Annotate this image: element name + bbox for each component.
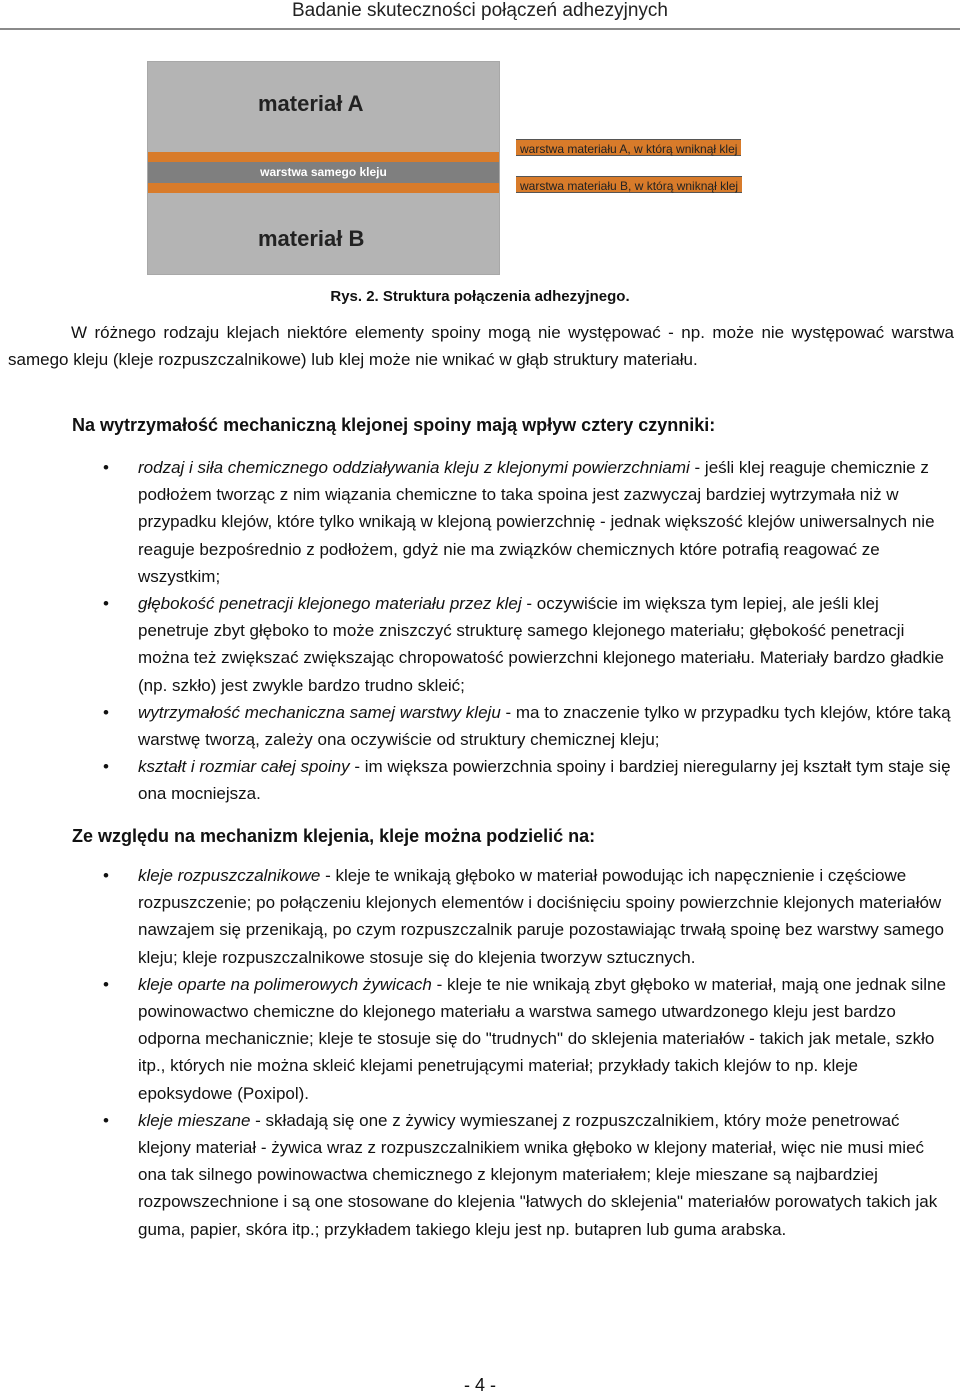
item-term: kleje rozpuszczalnikowe xyxy=(138,866,321,885)
item-text: - ma to znaczenie tylko w przypadku tych klejów, które taką warstwę tworzą, zależy ona oczywiście od struktury chemicznej kleju; xyxy=(138,702,951,750)
item-term: kształt i rozmiar całej spoiny xyxy=(138,757,350,777)
item-text: - jeśli klej reaguje chemicznie z podłożem tworząc z nim wiązania chemiczne to taka spoina jest zazwyczaj bardziej wytrzymała niż w przypadku klejów, które tylko wnikają w klejoną powierzchnię - jednak większość klejów uniwersalnych nie reaguje bezpośrednio z podłożem, gdyż nie ma związków chemicznych które potrafią reagować ze wszystkim; xyxy=(138,458,935,586)
item-text: - kleje te wnikają głęboko w materiał powodując ich napęcznienie i częściowe rozpuszczenie; po połączeniu klejonych elementów i dociśnięciu spoiny powierzchnie klejonych materiałów nawzajem się przenikają, po czym rozpuszczalnik paruje pozostawiając trwałą spoinę bez warstwy samego kleju; kleje rozpuszczalnikowe stosuje się do klejenia tworzyw sztucznych. xyxy=(138,866,944,967)
list-item xyxy=(0,454,960,590)
item-text: - oczywiście im większa tym lepiej, ale jeśli klej penetruje zbyt głęboko to może zniszczyć strukturę samego klejonego materiału; głębokość penetracji można też zwiększać zwiększając chropowatość powierzchni klejonego materiału. Materiały bardzo gładkie (np. szkło) jest zwykle bardzo trudno skleić; xyxy=(138,594,944,695)
list-item xyxy=(0,590,960,699)
figure-label-material-a: materiał A xyxy=(258,91,364,116)
adhesive-structure-figure xyxy=(147,61,500,275)
penetration-layer-a xyxy=(148,152,499,162)
bullet-icon: • xyxy=(103,458,109,477)
glue-layer-label: warstwa samego kleju xyxy=(260,165,387,179)
running-header: Badanie skuteczności połączeń adhezyjnych xyxy=(291,0,668,21)
figure-label-material-b: materiał B xyxy=(258,226,365,251)
page-number: - 4 - xyxy=(463,1375,496,1395)
item-term: wytrzymałość mechaniczna samej warstwy kleju xyxy=(138,702,501,722)
bullet-icon: • xyxy=(103,1110,109,1130)
list-item xyxy=(0,753,960,807)
item-term: głębokość penetracji klejonego materiału przez klej xyxy=(138,594,522,614)
header-rule xyxy=(0,28,960,30)
section1-heading: Na wytrzymałość mechaniczną klejonej spoiny mają wpływ cztery czynniki: xyxy=(72,415,716,435)
item-text: - składają się one z żywicy wymieszanej z rozpuszczalnikiem, który może penetrować klejony materiał - żywica wraz z rozpuszczalnikiem wnika głęboko w klejony materiał, więc nie musi mieć ona tak silnego powinowactwa chemicznego z klejonym materiałem; kleje mieszane są najbardziej rozpowszechnione i są one stosowane do klejenia "łatwych do sklejenia" materiałów porowatych takich jak guma, papier, skóra itp.; przykładem takiego kleju jest np. butapren lub guma arabska. xyxy=(138,1110,938,1239)
bullet-icon: • xyxy=(103,974,109,994)
figure-caption: Rys. 2. Struktura połączenia adhezyjnego. xyxy=(330,288,630,305)
adhesive-types-list xyxy=(0,862,960,1243)
list-item xyxy=(0,862,960,971)
bullet-icon: • xyxy=(103,594,109,614)
legend-layer-a xyxy=(516,139,741,156)
penetration-layer-b xyxy=(148,183,499,193)
list-item xyxy=(0,1107,960,1243)
item-term: kleje mieszane xyxy=(138,1110,251,1130)
item-text: - im większa powierzchnia spoiny i bardziej nieregularny jej kształt tym staje się ona mocniejsza. xyxy=(138,757,951,804)
list-item xyxy=(0,699,960,753)
section2-heading: Ze względu na mechanizm klejenia, kleje można podzielić na: xyxy=(72,826,596,846)
list-item xyxy=(0,971,960,1107)
legend-layer-a-text: warstwa materiału A, w którą wniknął klej xyxy=(520,142,738,156)
intro-paragraph: W różnego rodzaju klejach niektóre elementy spoiny mogą nie występować - np. może nie występować warstwa samego kleju (kleje rozpuszczalnikowe) lub klej może nie wnikać w głąb struktury materiału. xyxy=(8,323,954,369)
bullet-icon: • xyxy=(103,757,109,777)
item-term: rodzaj i siła chemicznego oddziaływania kleju z klejonymi powierzchniami xyxy=(138,458,690,477)
item-text: - kleje te nie wnikają zbyt głęboko w materiał, mają one jednak silne powinowactwo chemiczne do klejonego materiału a warstwa samego utwardzonego kleju jest bardzo odporna mechanicznie; kleje te stosuje się do "trudnych" do sklejenia materiałów - takich jak metale, szkło itp., których nie można skleić klejami penetrującymi materiał; przykłady takich klejów to np. kleje epoksydowe (Poxipol). xyxy=(138,974,946,1103)
bullet-icon: • xyxy=(103,866,109,885)
item-term: kleje oparte na polimerowych żywicach xyxy=(138,974,432,994)
legend-layer-b xyxy=(516,176,742,193)
legend-layer-b-text: warstwa materiału B, w którą wniknął klej xyxy=(520,179,739,193)
bullet-icon: • xyxy=(103,702,109,722)
factors-list xyxy=(0,454,960,808)
